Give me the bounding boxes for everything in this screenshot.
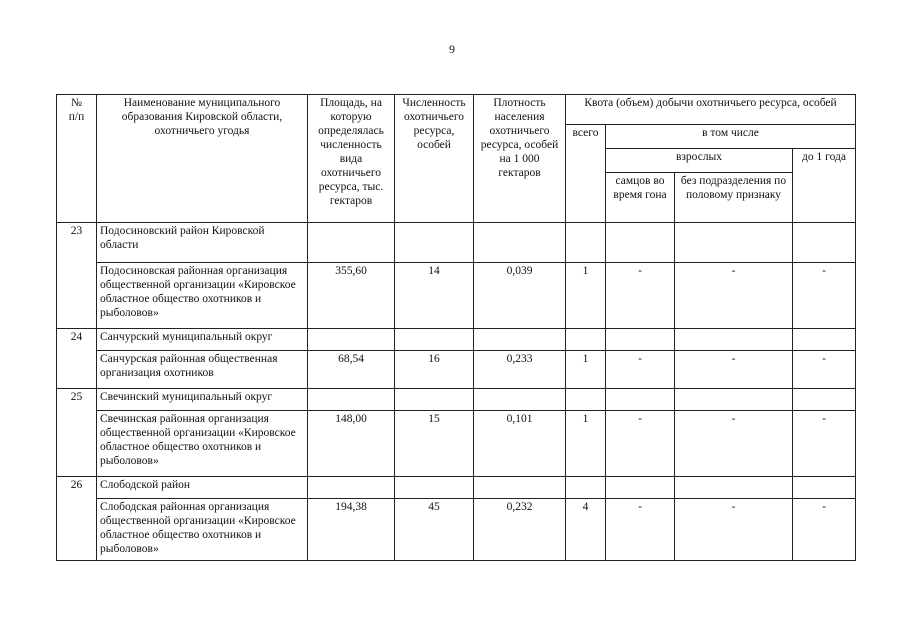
- row-number: 24: [57, 329, 97, 389]
- district-row: [57, 389, 856, 411]
- empty-cell: [474, 389, 566, 411]
- males-value: -: [606, 263, 675, 329]
- under-one-value: -: [793, 263, 856, 329]
- under-one-value: -: [793, 351, 856, 389]
- empty-cell: [308, 223, 395, 263]
- area-value: 355,60: [308, 263, 395, 329]
- header-under-one: до 1 года: [793, 149, 856, 223]
- empty-cell: [395, 223, 474, 263]
- population-value: 45: [395, 499, 474, 561]
- empty-cell: [606, 329, 675, 351]
- under-one-value: -: [793, 499, 856, 561]
- header-no: № п/п: [57, 95, 97, 223]
- empty-cell: [308, 329, 395, 351]
- empty-cell: [566, 389, 606, 411]
- header-row-1: [57, 95, 856, 125]
- empty-cell: [675, 223, 793, 263]
- org-row: [57, 351, 856, 389]
- header-area: Площадь, на которую определялась численность вида охотничьего ресурса, тыс. гектаров: [308, 95, 395, 223]
- header-no-sex: без подразделения по половому признаку: [675, 173, 793, 223]
- area-value: 68,54: [308, 351, 395, 389]
- density-value: 0,233: [474, 351, 566, 389]
- empty-cell: [395, 389, 474, 411]
- empty-cell: [793, 389, 856, 411]
- area-value: 148,00: [308, 411, 395, 477]
- org-row: [57, 411, 856, 477]
- population-value: 14: [395, 263, 474, 329]
- row-number: 26: [57, 477, 97, 561]
- empty-cell: [675, 329, 793, 351]
- density-value: 0,101: [474, 411, 566, 477]
- row-number: 25: [57, 389, 97, 477]
- population-value: 16: [395, 351, 474, 389]
- header-quota: Квота (объем) добычи охотничьего ресурса, особей: [566, 95, 856, 125]
- header-name: Наименование муниципального образования Кировской области, охотничьего угодья: [97, 95, 308, 223]
- org-name: Слободская районная организация общественной организации «Кировское областное общество охотников и рыболовов»: [97, 499, 308, 561]
- empty-cell: [395, 477, 474, 499]
- empty-cell: [566, 477, 606, 499]
- org-name: Подосиновская районная организация общественной организации «Кировское областное общество охотников и рыболовов»: [97, 263, 308, 329]
- empty-cell: [474, 329, 566, 351]
- total-value: 1: [566, 411, 606, 477]
- density-value: 0,232: [474, 499, 566, 561]
- empty-cell: [606, 389, 675, 411]
- population-value: 15: [395, 411, 474, 477]
- district-name: Подосиновский район Кировской области: [97, 223, 308, 263]
- no-sex-value: -: [675, 351, 793, 389]
- empty-cell: [793, 329, 856, 351]
- empty-cell: [675, 389, 793, 411]
- density-value: 0,039: [474, 263, 566, 329]
- empty-cell: [675, 477, 793, 499]
- total-value: 1: [566, 263, 606, 329]
- org-name: Свечинская районная организация общественной организации «Кировское областное общество охотников и рыболовов»: [97, 411, 308, 477]
- district-row: [57, 223, 856, 263]
- empty-cell: [308, 389, 395, 411]
- district-name: Слободской район: [97, 477, 308, 499]
- no-sex-value: -: [675, 411, 793, 477]
- district-row: [57, 477, 856, 499]
- empty-cell: [606, 223, 675, 263]
- header-males: самцов во время гона: [606, 173, 675, 223]
- org-name: Санчурская районная общественная организация охотников: [97, 351, 308, 389]
- area-value: 194,38: [308, 499, 395, 561]
- empty-cell: [474, 477, 566, 499]
- empty-cell: [566, 223, 606, 263]
- no-sex-value: -: [675, 263, 793, 329]
- total-value: 4: [566, 499, 606, 561]
- header-including: в том числе: [606, 125, 856, 149]
- under-one-value: -: [793, 411, 856, 477]
- quota-table: [56, 94, 856, 561]
- header-density: Плотность населения охотничьего ресурса, особей на 1 000 гектаров: [474, 95, 566, 223]
- empty-cell: [606, 477, 675, 499]
- header-adults: взрослых: [606, 149, 793, 173]
- empty-cell: [395, 329, 474, 351]
- empty-cell: [793, 477, 856, 499]
- header-total: всего: [566, 125, 606, 223]
- page-number: 9: [449, 42, 455, 56]
- org-row: [57, 499, 856, 561]
- empty-cell: [793, 223, 856, 263]
- district-name: Санчурский муниципальный округ: [97, 329, 308, 351]
- row-number: 23: [57, 223, 97, 329]
- header-population: Численность охотничьего ресурса, особей: [395, 95, 474, 223]
- males-value: -: [606, 351, 675, 389]
- district-row: [57, 329, 856, 351]
- org-row: [57, 263, 856, 329]
- males-value: -: [606, 411, 675, 477]
- empty-cell: [308, 477, 395, 499]
- empty-cell: [566, 329, 606, 351]
- empty-cell: [474, 223, 566, 263]
- total-value: 1: [566, 351, 606, 389]
- no-sex-value: -: [675, 499, 793, 561]
- males-value: -: [606, 499, 675, 561]
- district-name: Свечинский муниципальный округ: [97, 389, 308, 411]
